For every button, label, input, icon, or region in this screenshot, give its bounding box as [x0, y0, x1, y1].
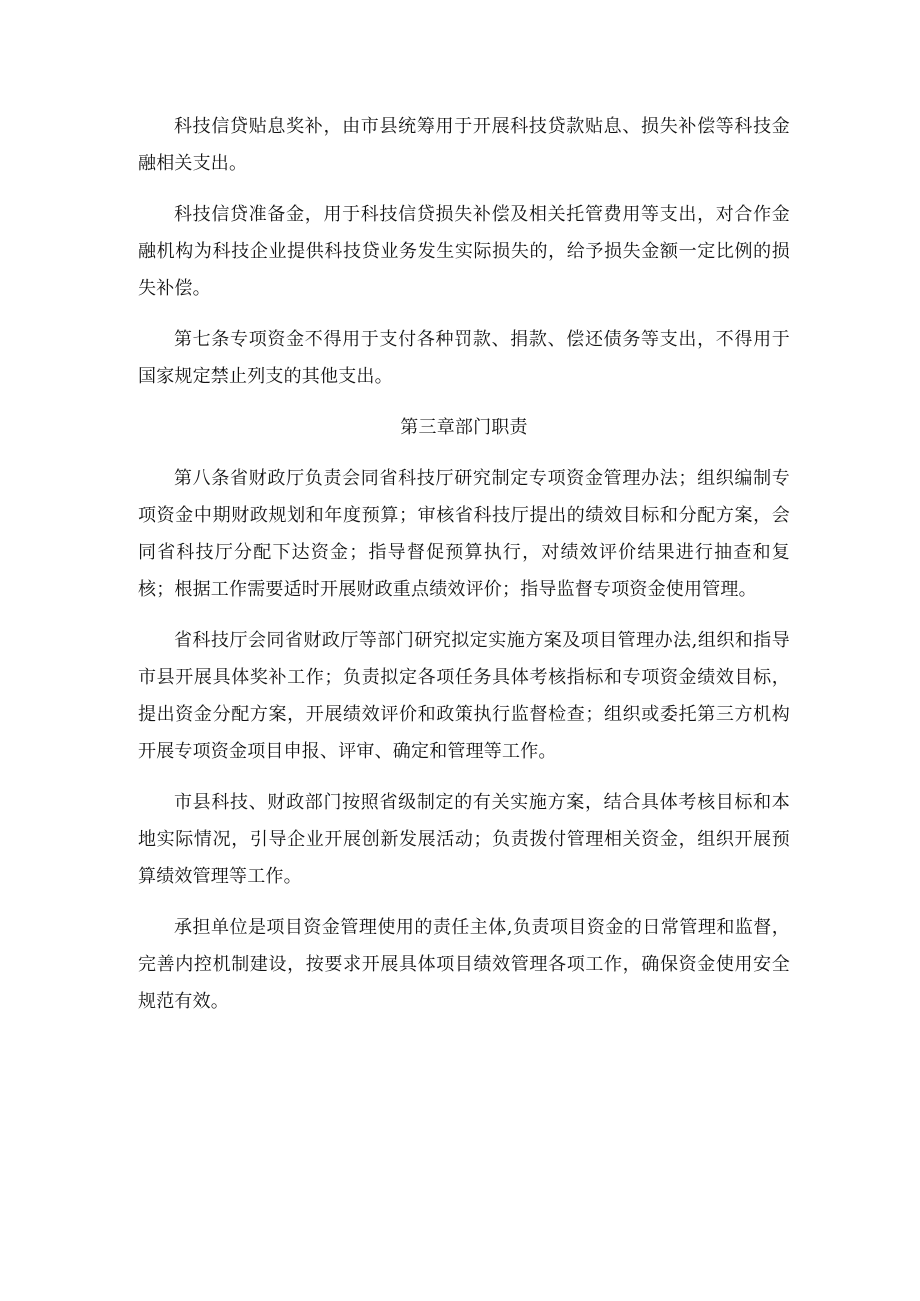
- paragraph-provincial-tech-dept: 省科技厅会同省财政厅等部门研究拟定实施方案及项目管理办法,组织和指导市县开展具体奖补工作；负责拟定各项任务具体考核指标和专项资金绩效目标，提出资金分配方案，开展绩效评价和政策执行监督检查；组织或委托第三方机构开展专项资金项目申报、评审、确定和管理等工作。: [138, 630, 790, 762]
- paragraph-tech-credit-subsidy: 科技信贷贴息奖补，由市县统筹用于开展科技贷款贴息、损失补偿等科技金融相关支出。: [138, 116, 790, 174]
- paragraph-tech-credit-reserve: 科技信贷准备金，用于科技信贷损失补偿及相关托管费用等支出，对合作金融机构为科技企业提供科技贷业务发生实际损失的，给予损失金额一定比例的损失补偿。: [138, 204, 790, 299]
- chapter-heading: 第三章部门职责: [400, 417, 528, 438]
- paragraph-undertaking-unit: 承担单位是项目资金管理使用的责任主体,负责项目资金的日常管理和监督，完善内控机制建设，按要求开展具体项目绩效管理各项工作，确保资金使用安全规范有效。: [138, 917, 790, 1012]
- paragraph-city-county-depts: 市县科技、财政部门按照省级制定的有关实施方案，结合具体考核目标和本地实际情况，引导企业开展创新发展活动；负责拨付管理相关资金，组织开展预算绩效管理等工作。: [138, 792, 790, 887]
- document-page: [138, 108, 790, 1034]
- paragraph-article-8: 第八条省财政厅负责会同省科技厅研究制定专项资金管理办法；组织编制专项资金中期财政规划和年度预算；审核省科技厅提出的绩效目标和分配方案，会同省科技厅分配下达资金；指导督促预算执行，对绩效评价结果进行抽查和复核；根据工作需要适时开展财政重点绩效评价；指导监督专项资金使用管理。: [138, 468, 790, 600]
- paragraph-article-7: 第七条专项资金不得用于支付各种罚款、捐款、偿还债务等支出，不得用于国家规定禁止列支的其他支出。: [138, 329, 790, 387]
